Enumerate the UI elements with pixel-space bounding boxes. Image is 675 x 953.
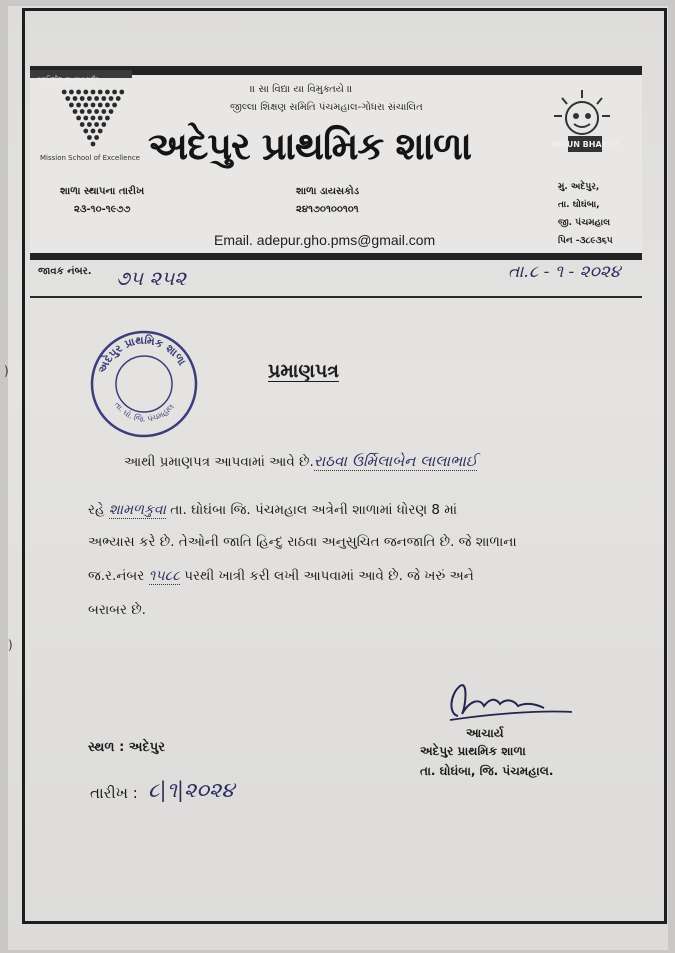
district-line: જીલ્લા શિક્ષણ સમિતિ પંચમહાલ-ગોધરા સંચાલિત — [230, 102, 423, 113]
establishment-date-label: શાળા સ્થાપના તારીખ — [60, 186, 145, 197]
left-logo-motto: પ્રગતિશીલ જ્ઞાનમય પ્રદીપ — [38, 76, 100, 83]
school-email: Email. adepur.gho.pms@gmail.com — [214, 232, 436, 248]
stamp-text: અદેપુર પ્રાથમિક શાળા — [95, 333, 189, 376]
svg-text:અદેપુર પ્રાથમિક શાળા — [96, 333, 189, 375]
school-excellence-logo — [52, 84, 134, 162]
certificate-line-2 — [88, 502, 457, 519]
punch-hole-mark: ) — [4, 364, 9, 378]
dise-code: ૨૪૧૭૦૧૦૦૧૦૧ — [296, 204, 359, 215]
nipun-logo-text: NIPUN BHARAT — [551, 140, 619, 149]
date-label: તારીખ : — [90, 784, 138, 802]
outward-number: ૭૫ ૨૫૨ — [116, 266, 187, 290]
place-label: સ્થળ : અદેપુર — [88, 740, 165, 755]
line2-rest: તા. ઘોઘંબા જિ. પંચમહાલ અત્રેની શાળામાં ધોરણ 8 માં — [170, 502, 458, 518]
address-line-1: મુ. અદેપુર, — [558, 182, 600, 192]
line4-rest: પરથી ખાત્રી કરી લખી આપવામાં આવે છે. જે ખરું અને — [184, 568, 474, 584]
village-name: શામળકુવા — [108, 502, 166, 518]
establishment-date: ૨૩-૧૦-૧૯૭૭ — [74, 204, 131, 215]
line1-prefix: આથી પ્રમાણપત્ર આપવામાં આવે છે. — [124, 454, 314, 470]
address-line-3: જી. પંચમહાલ — [558, 218, 611, 228]
line2-prefix: રહે — [88, 502, 105, 518]
left-logo-caption: Mission School of Excellence — [40, 154, 140, 162]
date-value: ૮|૧|૨૦૨૪ — [148, 778, 235, 802]
principal-title: આચાર્ય — [466, 726, 504, 740]
student-name: રાઠવા ઉર્મિલાબેન લાલાભાઈ — [313, 452, 478, 470]
reference-date: તા.૮ - ૧ - ૨૦૨૪ — [508, 262, 621, 282]
signature-school-name: અદેપુર પ્રાથમિક શાળા — [420, 744, 526, 758]
dise-code-label: શાળા ડાયસકોડ — [296, 186, 360, 197]
line4-prefix: જ.ર.નંબર — [88, 568, 145, 584]
nipun-bharat-logo — [548, 86, 620, 176]
outward-number-label: જાવક નંબર. — [38, 266, 92, 277]
sanskrit-motto: ॥ સા વિદ્યા યા વિમુક્તયે ॥ — [250, 84, 353, 95]
address-line-4: પિન -૩૮૯૩૬૫ — [558, 236, 613, 246]
certificate-line-1 — [124, 452, 477, 471]
certificate-line-4 — [88, 568, 474, 585]
signature-address: તા. ઘોઘંબા, જિ. પંચમહાલ. — [420, 764, 554, 778]
school-stamp — [88, 328, 200, 440]
header-separator — [30, 296, 642, 298]
punch-hole-mark: ) — [8, 638, 13, 652]
stamp-subtext: તા. ઘો. જિ. પંચમહાલ — [112, 400, 176, 424]
school-name-heading: અદેપુર પ્રાથમિક શાળા — [148, 124, 472, 168]
certificate-title: પ્રમાણપત્ર — [268, 360, 339, 382]
address-line-2: તા. ઘોઘંબા, — [558, 200, 600, 210]
certificate-line-3: અભ્યાસ કરે છે. તેઓની જાતિ હિન્દુ રાઠવા અનુસુચિત જનજાતિ છે. જે શાળાના — [88, 534, 517, 550]
register-number: ૧૫૮૮ — [148, 568, 180, 584]
certificate-line-5: બરાબર છે. — [88, 602, 146, 618]
principal-signature — [440, 676, 578, 726]
